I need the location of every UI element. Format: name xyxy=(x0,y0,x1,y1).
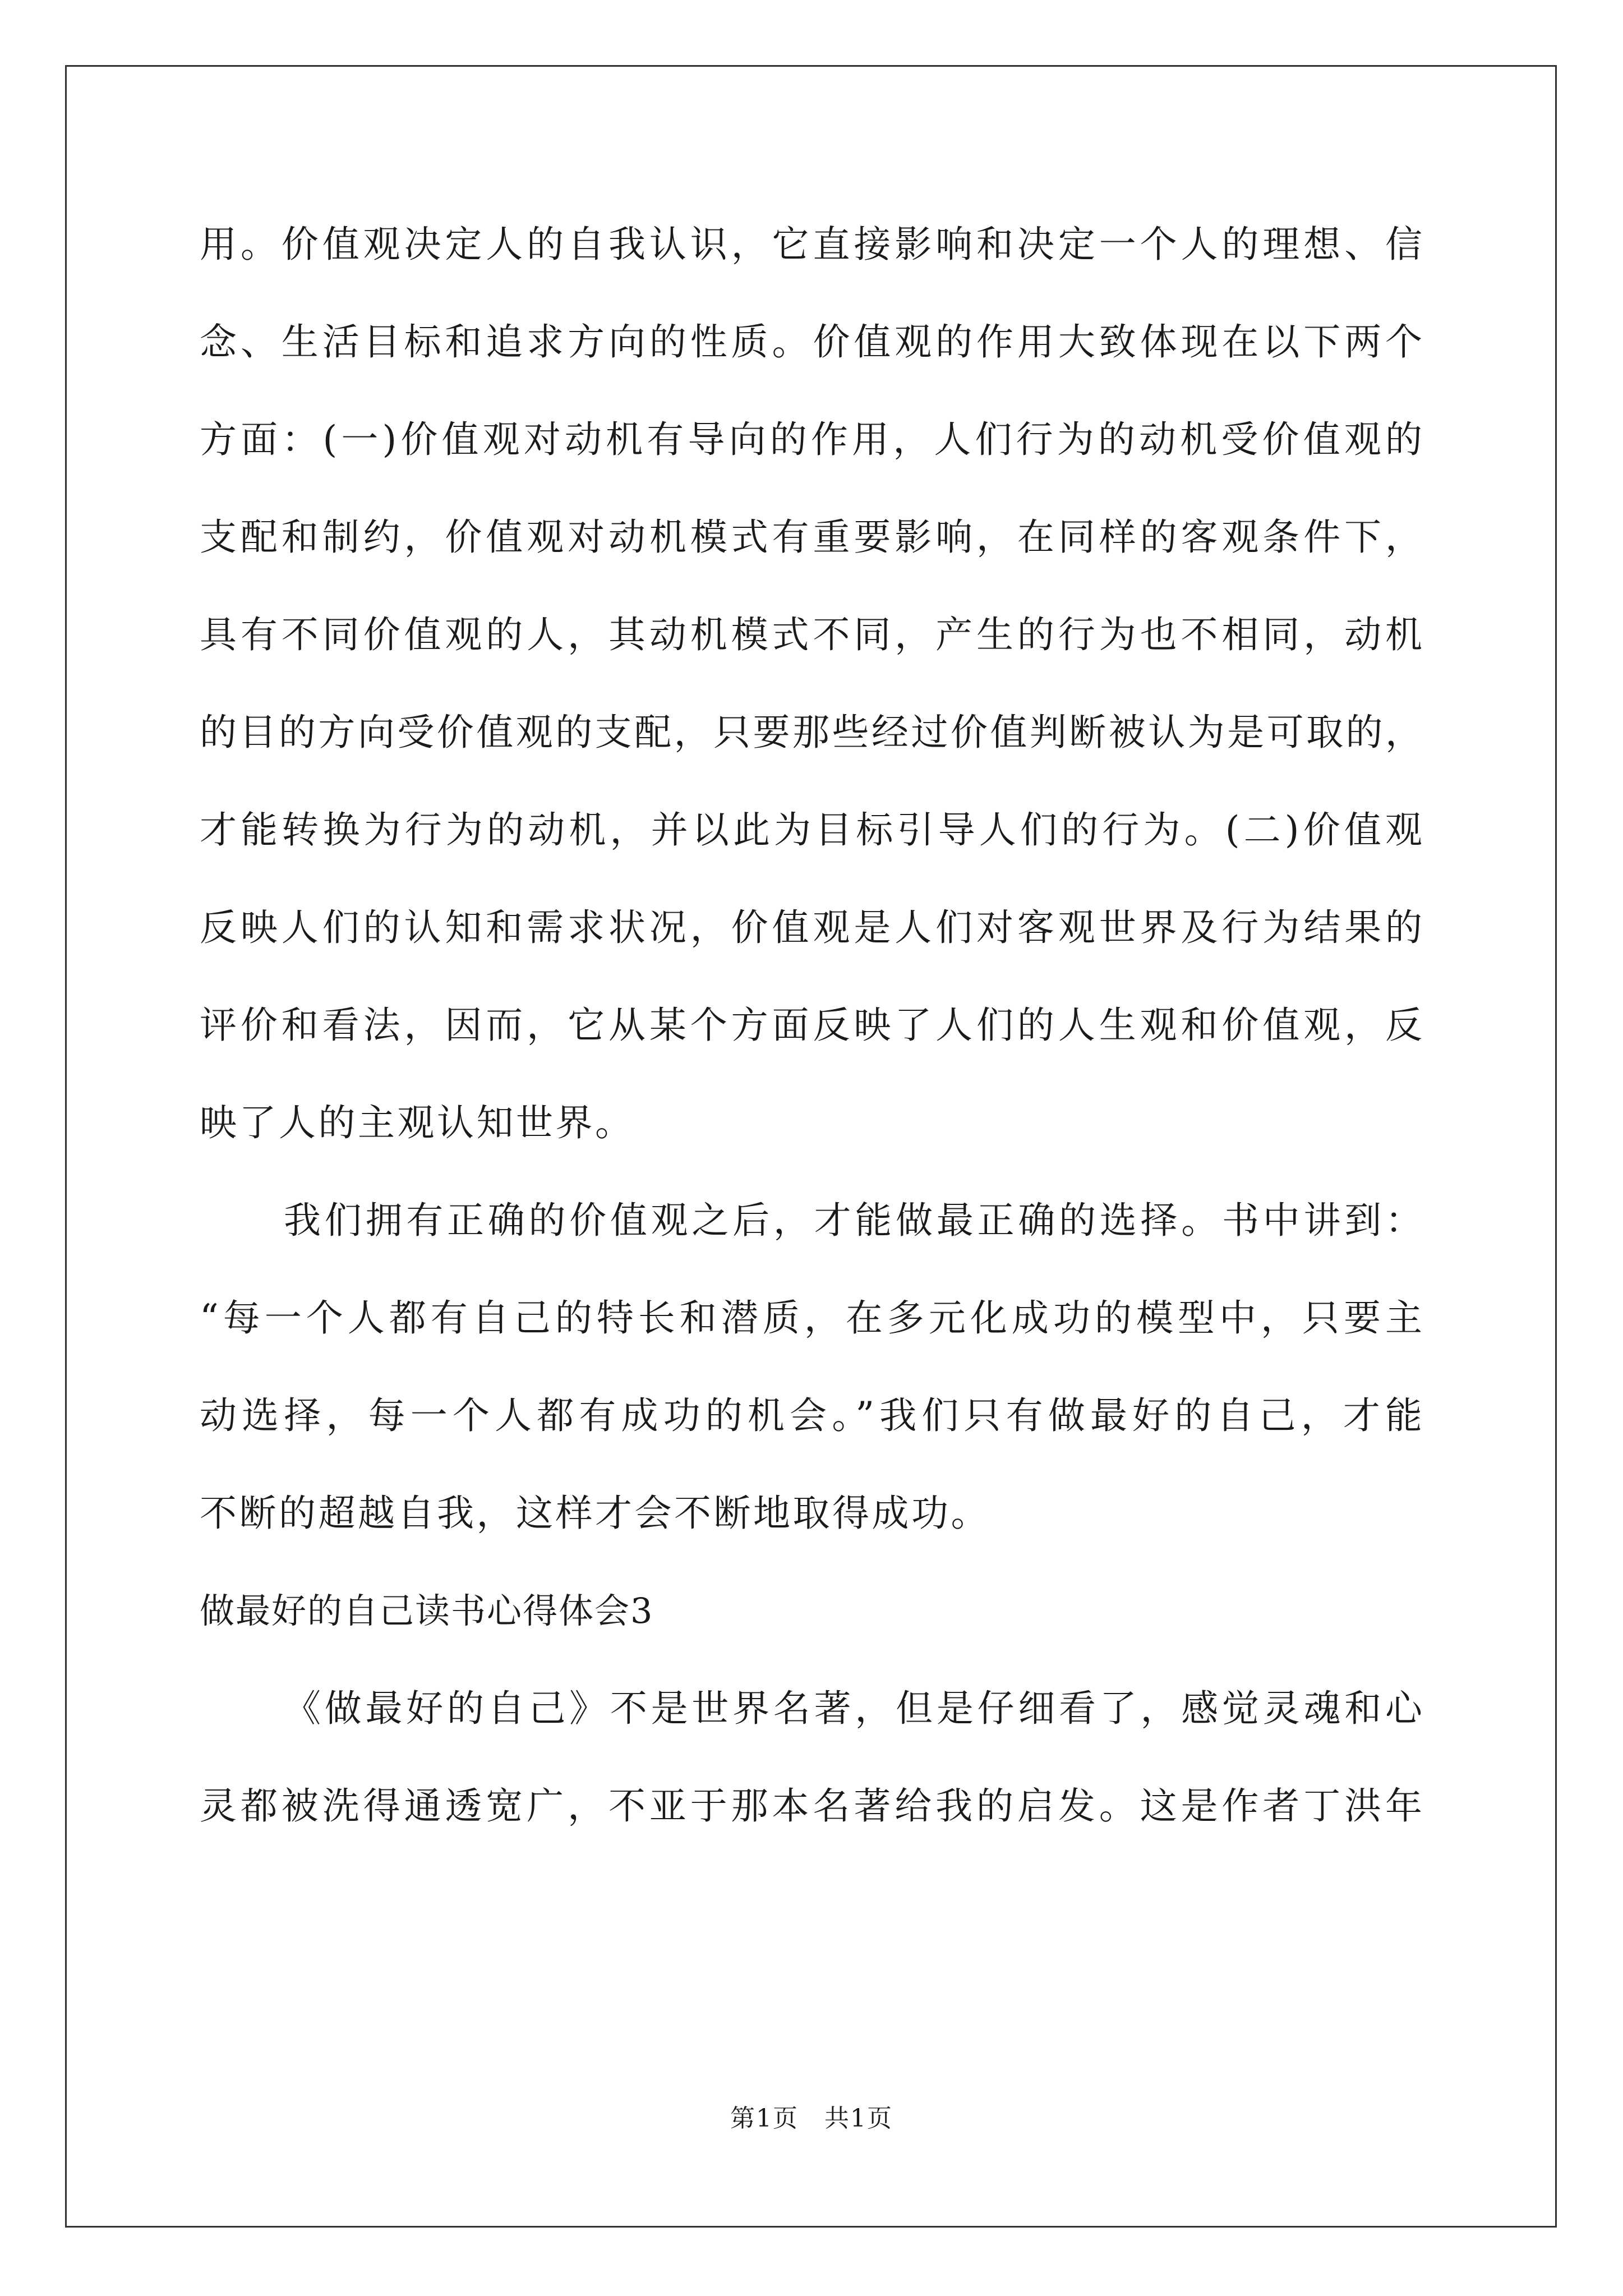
text-line: 用。价值观决定人的自我认识，它直接影响和决定一个人的理想、信 xyxy=(200,223,1422,266)
text-line: 灵都被洗得通透宽广，不亚于那本名著给我的启发。这是作者丁洪年 xyxy=(200,1784,1422,1828)
text-line: 反映人们的认知和需求状况，价值观是人们对客观世界及行为结果的 xyxy=(200,906,1422,949)
text-line: 映了人的主观认知世界。 xyxy=(200,1101,635,1144)
page-number-footer xyxy=(0,2105,1623,2133)
text-line: 才能转换为行为的动机，并以此为目标引导人们的行为。(二)价值观 xyxy=(200,808,1422,852)
text-line: 念、生活目标和追求方向的性质。价值观的作用大致体现在以下两个 xyxy=(200,320,1422,364)
text-line: 具有不同价值观的人，其动机模式不同，产生的行为也不相同，动机 xyxy=(200,613,1422,656)
paragraph-2 xyxy=(200,1199,1422,1535)
text-line: 我们拥有正确的价值观之后，才能做最正确的选择。书中讲到： xyxy=(284,1199,1422,1242)
text-line: 方面：(一)价值观对动机有导向的作用，人们行为的动机受价值观的 xyxy=(200,418,1422,461)
document-body xyxy=(200,223,1422,1883)
text-line: 动选择，每一个人都有成功的机会。”我们只有做最好的自己，才能 xyxy=(200,1394,1422,1437)
page-number-label: 第1页 共1页 xyxy=(730,2104,893,2133)
text-line: 不断的超越自我，这样才会不断地取得成功。 xyxy=(200,1492,990,1535)
section-heading: 做最好的自己读书心得体会3 xyxy=(200,1590,654,1631)
text-line: 《做最好的自己》不是世界名著，但是仔细看了，感觉灵魂和心 xyxy=(284,1687,1422,1730)
paragraph-1 xyxy=(200,223,1422,1144)
paragraph-3 xyxy=(200,1687,1422,1828)
text-line: 的目的方向受价值观的支配，只要那些经过价值判断被认为是可取的， xyxy=(200,711,1422,754)
text-line: “每一个人都有自己的特长和潜质，在多元化成功的模型中，只要主 xyxy=(200,1296,1422,1340)
text-line: 评价和看法，因而，它从某个方面反映了人们的人生观和价值观，反 xyxy=(200,1004,1422,1047)
text-line: 支配和制约，价值观对动机模式有重要影响，在同样的客观条件下， xyxy=(200,516,1422,559)
